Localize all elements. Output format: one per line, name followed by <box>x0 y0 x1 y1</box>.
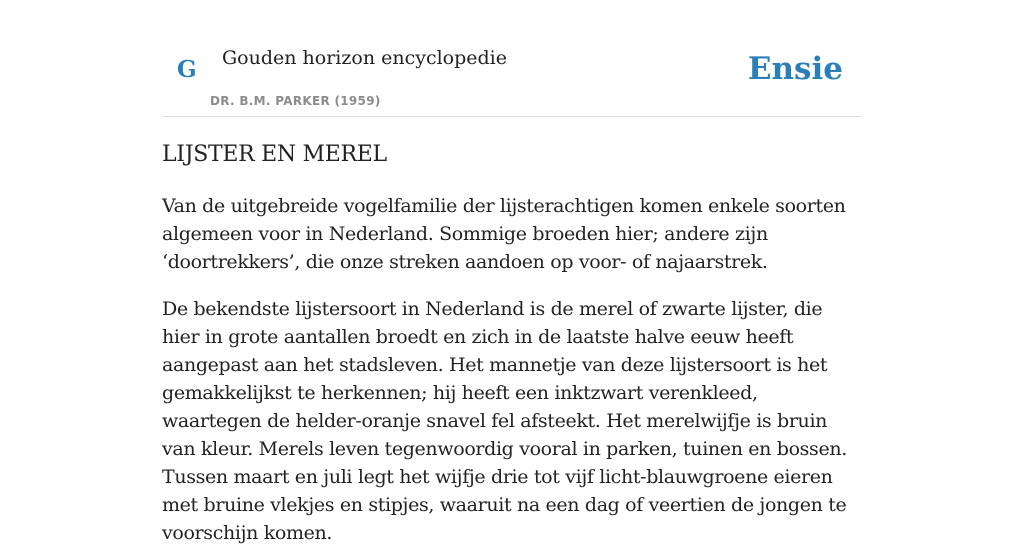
article-paragraph: De bekendste lijstersoort in Nederland is de merel of zwarte lijster, die hier in grote aantallen broedt en zich in de laatste halve eeuw heeft aangepast aan het stadsleven. Het mannetje van deze lijstersoort is het gemakkelijkst te herkennen; hij heeft een inktzwart verenkleed, waartegen de helder-oranje snavel fel afsteekt. Het merelwijfje is bruin van kleur. Merels leven tegenwoordig vooral in parken, tuinen en bossen. Tussen maart en juli legt het wijfje drie tot vijf licht-blauwgroene eieren met bruine vlekjes en stipjes, waaruit na een dag of veertien de jongen te voorschijn komen. <box>162 298 847 544</box>
article <box>162 140 862 547</box>
article-title: LIJSTER EN MEREL <box>162 142 387 167</box>
book-title-link[interactable]: Gouden horizon encyclopedie <box>222 47 507 69</box>
article-paragraph: Van de uitgebreide vogelfamilie der lijsterachtigen komen enkele soorten algemeen voor in Nederland. Sommige broeden hier; andere zijn ‘doortrekkers’, die onze streken aandoen op voor- of najaarstrek. <box>162 195 846 273</box>
ensie-logo-link[interactable]: Ensie <box>747 51 843 87</box>
page-header <box>162 0 862 117</box>
book-g-icon[interactable]: G <box>177 56 197 83</box>
author-line: DR. B.M. PARKER (1959) <box>210 94 381 108</box>
